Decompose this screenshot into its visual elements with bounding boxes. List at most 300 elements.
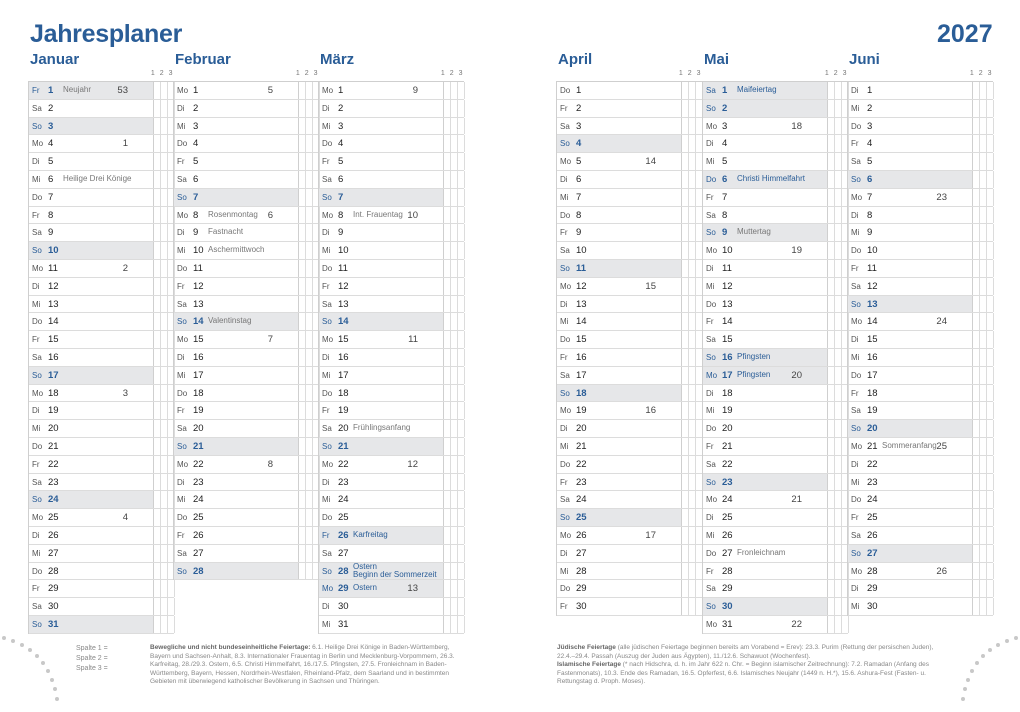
day-cell[interactable] <box>319 509 444 526</box>
day-cell[interactable] <box>703 171 828 188</box>
column-2-cell[interactable] <box>451 118 458 135</box>
day-row[interactable] <box>703 545 848 563</box>
column-2-cell[interactable] <box>835 598 842 615</box>
column-2-cell[interactable] <box>689 456 696 473</box>
column-3-cell[interactable] <box>987 527 994 544</box>
day-cell[interactable] <box>319 207 444 224</box>
column-1-cell[interactable] <box>299 260 306 277</box>
day-row[interactable] <box>703 224 848 242</box>
column-2-cell[interactable] <box>161 509 168 526</box>
day-row[interactable] <box>174 224 319 242</box>
column-2-cell[interactable] <box>835 438 842 455</box>
column-1-cell[interactable] <box>444 598 451 615</box>
column-1-cell[interactable] <box>828 260 835 277</box>
column-2-cell[interactable] <box>835 242 842 259</box>
column-2-cell[interactable] <box>835 420 842 437</box>
column-1-cell[interactable] <box>828 598 835 615</box>
column-1-cell[interactable] <box>299 509 306 526</box>
day-cell[interactable] <box>557 313 682 330</box>
column-1-cell[interactable] <box>973 278 980 295</box>
day-cell[interactable] <box>29 100 154 117</box>
column-1-cell[interactable] <box>444 296 451 313</box>
column-1-cell[interactable] <box>299 402 306 419</box>
column-2-cell[interactable] <box>689 189 696 206</box>
day-cell[interactable] <box>703 367 828 384</box>
day-cell[interactable] <box>848 118 973 135</box>
column-2-cell[interactable] <box>835 563 842 580</box>
day-cell[interactable] <box>174 189 299 206</box>
day-cell[interactable] <box>703 224 828 241</box>
column-1-cell[interactable] <box>299 331 306 348</box>
day-row[interactable] <box>319 331 464 349</box>
column-1-cell[interactable] <box>682 580 689 597</box>
day-cell[interactable] <box>848 278 973 295</box>
day-row[interactable] <box>703 313 848 331</box>
day-row[interactable] <box>174 313 319 331</box>
day-row[interactable] <box>29 598 174 616</box>
day-cell[interactable] <box>848 420 973 437</box>
column-1-cell[interactable] <box>682 598 689 615</box>
column-1-cell[interactable] <box>682 385 689 402</box>
day-row[interactable] <box>319 82 464 100</box>
day-cell[interactable] <box>29 224 154 241</box>
day-row[interactable] <box>557 189 702 207</box>
column-2-cell[interactable] <box>306 313 313 330</box>
day-row[interactable] <box>319 100 464 118</box>
column-1-cell[interactable] <box>828 189 835 206</box>
day-cell[interactable] <box>174 456 299 473</box>
column-2-cell[interactable] <box>306 331 313 348</box>
day-row[interactable] <box>29 331 174 349</box>
day-cell[interactable] <box>703 527 828 544</box>
column-1-cell[interactable] <box>682 349 689 366</box>
column-2-cell[interactable] <box>689 420 696 437</box>
day-row[interactable] <box>319 278 464 296</box>
day-row[interactable] <box>29 438 174 456</box>
column-1-cell[interactable] <box>828 616 835 633</box>
day-cell[interactable] <box>319 313 444 330</box>
column-1-cell[interactable] <box>154 580 161 597</box>
column-2-cell[interactable] <box>689 331 696 348</box>
column-1-cell[interactable] <box>682 438 689 455</box>
column-2-cell[interactable] <box>306 438 313 455</box>
column-3-cell[interactable] <box>987 438 994 455</box>
column-2-cell[interactable] <box>980 456 987 473</box>
day-cell[interactable] <box>848 367 973 384</box>
column-1-cell[interactable] <box>828 135 835 152</box>
column-3-cell[interactable] <box>458 100 465 117</box>
column-2-cell[interactable] <box>451 598 458 615</box>
column-1-cell[interactable] <box>299 118 306 135</box>
column-2-cell[interactable] <box>161 527 168 544</box>
column-2-cell[interactable] <box>980 189 987 206</box>
column-1-cell[interactable] <box>299 474 306 491</box>
day-cell[interactable] <box>319 402 444 419</box>
column-2-cell[interactable] <box>451 296 458 313</box>
column-2-cell[interactable] <box>451 278 458 295</box>
column-1-cell[interactable] <box>154 82 161 99</box>
column-1-cell[interactable] <box>444 349 451 366</box>
column-1-cell[interactable] <box>154 367 161 384</box>
column-2-cell[interactable] <box>306 563 313 580</box>
column-1-cell[interactable] <box>154 402 161 419</box>
column-1-cell[interactable] <box>682 82 689 99</box>
column-1-cell[interactable] <box>154 260 161 277</box>
column-2-cell[interactable] <box>306 224 313 241</box>
day-row[interactable] <box>848 474 993 492</box>
column-1-cell[interactable] <box>682 491 689 508</box>
day-row[interactable] <box>174 456 319 474</box>
column-2-cell[interactable] <box>161 118 168 135</box>
day-cell[interactable] <box>174 118 299 135</box>
column-3-cell[interactable] <box>458 580 465 597</box>
day-row[interactable] <box>29 385 174 403</box>
column-2-cell[interactable] <box>835 545 842 562</box>
day-cell[interactable] <box>703 598 828 615</box>
day-cell[interactable] <box>319 296 444 313</box>
day-cell[interactable] <box>174 313 299 330</box>
day-cell[interactable] <box>319 135 444 152</box>
day-cell[interactable] <box>557 509 682 526</box>
day-row[interactable] <box>848 189 993 207</box>
day-cell[interactable] <box>29 580 154 597</box>
day-row[interactable] <box>29 296 174 314</box>
day-cell[interactable] <box>174 349 299 366</box>
column-2-cell[interactable] <box>161 349 168 366</box>
day-cell[interactable] <box>319 242 444 259</box>
column-1-cell[interactable] <box>682 278 689 295</box>
day-row[interactable] <box>29 171 174 189</box>
day-cell[interactable] <box>174 171 299 188</box>
column-1-cell[interactable] <box>299 135 306 152</box>
day-cell[interactable] <box>319 260 444 277</box>
column-2-cell[interactable] <box>306 153 313 170</box>
day-cell[interactable] <box>848 456 973 473</box>
column-1-cell[interactable] <box>828 207 835 224</box>
column-1-cell[interactable] <box>828 474 835 491</box>
day-row[interactable] <box>319 349 464 367</box>
day-row[interactable] <box>703 260 848 278</box>
day-cell[interactable] <box>703 438 828 455</box>
day-row[interactable] <box>848 313 993 331</box>
column-2-cell[interactable] <box>689 171 696 188</box>
column-2-cell[interactable] <box>451 527 458 544</box>
column-3-cell[interactable] <box>987 474 994 491</box>
column-2-cell[interactable] <box>980 260 987 277</box>
day-row[interactable] <box>29 509 174 527</box>
day-row[interactable] <box>848 545 993 563</box>
column-3-cell[interactable] <box>458 82 465 99</box>
column-1-cell[interactable] <box>973 153 980 170</box>
column-2-cell[interactable] <box>980 491 987 508</box>
day-row[interactable] <box>848 420 993 438</box>
day-row[interactable] <box>174 153 319 171</box>
day-row[interactable] <box>319 420 464 438</box>
column-2-cell[interactable] <box>689 153 696 170</box>
column-2-cell[interactable] <box>161 456 168 473</box>
column-2-cell[interactable] <box>689 563 696 580</box>
day-cell[interactable] <box>703 349 828 366</box>
day-row[interactable] <box>703 118 848 136</box>
column-1-cell[interactable] <box>444 118 451 135</box>
column-2-cell[interactable] <box>306 100 313 117</box>
column-1-cell[interactable] <box>682 420 689 437</box>
column-2-cell[interactable] <box>306 135 313 152</box>
column-2-cell[interactable] <box>835 153 842 170</box>
column-1-cell[interactable] <box>828 420 835 437</box>
column-3-cell[interactable] <box>987 456 994 473</box>
column-2-cell[interactable] <box>835 402 842 419</box>
column-2-cell[interactable] <box>161 224 168 241</box>
column-1-cell[interactable] <box>682 367 689 384</box>
column-2-cell[interactable] <box>689 207 696 224</box>
column-1-cell[interactable] <box>299 456 306 473</box>
column-3-cell[interactable] <box>987 207 994 224</box>
day-cell[interactable] <box>557 563 682 580</box>
column-3-cell[interactable] <box>458 545 465 562</box>
day-cell[interactable] <box>29 402 154 419</box>
column-2-cell[interactable] <box>161 420 168 437</box>
day-row[interactable] <box>557 385 702 403</box>
column-1-cell[interactable] <box>444 580 451 597</box>
day-cell[interactable] <box>848 527 973 544</box>
day-cell[interactable] <box>557 580 682 597</box>
column-2-cell[interactable] <box>161 402 168 419</box>
day-cell[interactable] <box>703 420 828 437</box>
column-3-cell[interactable] <box>987 189 994 206</box>
day-row[interactable] <box>319 598 464 616</box>
column-2-cell[interactable] <box>980 527 987 544</box>
column-1-cell[interactable] <box>299 224 306 241</box>
day-cell[interactable] <box>848 135 973 152</box>
day-row[interactable] <box>703 580 848 598</box>
column-1-cell[interactable] <box>299 207 306 224</box>
column-1-cell[interactable] <box>973 189 980 206</box>
day-cell[interactable] <box>174 527 299 544</box>
column-2-cell[interactable] <box>161 580 168 597</box>
day-cell[interactable] <box>319 385 444 402</box>
day-cell[interactable] <box>557 474 682 491</box>
column-1-cell[interactable] <box>154 153 161 170</box>
column-2-cell[interactable] <box>451 474 458 491</box>
column-1-cell[interactable] <box>444 456 451 473</box>
column-2-cell[interactable] <box>306 367 313 384</box>
day-cell[interactable] <box>319 278 444 295</box>
day-row[interactable] <box>703 385 848 403</box>
day-cell[interactable] <box>557 135 682 152</box>
day-cell[interactable] <box>557 82 682 99</box>
column-3-cell[interactable] <box>458 367 465 384</box>
column-1-cell[interactable] <box>299 491 306 508</box>
column-2-cell[interactable] <box>835 82 842 99</box>
day-cell[interactable] <box>29 563 154 580</box>
day-cell[interactable] <box>703 207 828 224</box>
column-2-cell[interactable] <box>306 474 313 491</box>
column-1-cell[interactable] <box>682 118 689 135</box>
column-1-cell[interactable] <box>299 278 306 295</box>
day-row[interactable] <box>703 438 848 456</box>
day-row[interactable] <box>29 189 174 207</box>
day-row[interactable] <box>557 491 702 509</box>
day-cell[interactable] <box>848 153 973 170</box>
column-3-cell[interactable] <box>987 385 994 402</box>
column-2-cell[interactable] <box>689 367 696 384</box>
column-2-cell[interactable] <box>306 509 313 526</box>
day-cell[interactable] <box>319 420 444 437</box>
day-row[interactable] <box>557 224 702 242</box>
column-2-cell[interactable] <box>161 171 168 188</box>
column-2-cell[interactable] <box>980 580 987 597</box>
column-2-cell[interactable] <box>306 82 313 99</box>
column-1-cell[interactable] <box>682 296 689 313</box>
column-2-cell[interactable] <box>980 367 987 384</box>
day-row[interactable] <box>703 189 848 207</box>
column-3-cell[interactable] <box>458 171 465 188</box>
day-row[interactable] <box>29 616 174 634</box>
day-cell[interactable] <box>174 402 299 419</box>
day-row[interactable] <box>557 402 702 420</box>
column-1-cell[interactable] <box>682 456 689 473</box>
column-1-cell[interactable] <box>154 385 161 402</box>
column-1-cell[interactable] <box>154 207 161 224</box>
column-1-cell[interactable] <box>154 545 161 562</box>
day-row[interactable] <box>848 296 993 314</box>
day-cell[interactable] <box>848 260 973 277</box>
day-row[interactable] <box>703 171 848 189</box>
column-1-cell[interactable] <box>154 563 161 580</box>
day-cell[interactable] <box>848 474 973 491</box>
day-row[interactable] <box>703 367 848 385</box>
day-row[interactable] <box>703 278 848 296</box>
column-3-cell[interactable] <box>987 171 994 188</box>
day-row[interactable] <box>703 331 848 349</box>
day-row[interactable] <box>319 385 464 403</box>
column-2-cell[interactable] <box>306 385 313 402</box>
column-2-cell[interactable] <box>306 456 313 473</box>
column-2-cell[interactable] <box>980 349 987 366</box>
day-row[interactable] <box>174 100 319 118</box>
column-1-cell[interactable] <box>682 171 689 188</box>
column-2-cell[interactable] <box>689 278 696 295</box>
column-1-cell[interactable] <box>973 349 980 366</box>
column-1-cell[interactable] <box>444 153 451 170</box>
column-2-cell[interactable] <box>980 82 987 99</box>
day-row[interactable] <box>319 456 464 474</box>
column-1-cell[interactable] <box>682 224 689 241</box>
column-2-cell[interactable] <box>451 545 458 562</box>
column-3-cell[interactable] <box>458 153 465 170</box>
column-2-cell[interactable] <box>306 349 313 366</box>
column-1-cell[interactable] <box>828 385 835 402</box>
column-1-cell[interactable] <box>682 100 689 117</box>
column-3-cell[interactable] <box>458 385 465 402</box>
day-cell[interactable] <box>174 260 299 277</box>
day-cell[interactable] <box>848 545 973 562</box>
day-row[interactable] <box>703 82 848 100</box>
day-cell[interactable] <box>557 491 682 508</box>
column-2-cell[interactable] <box>980 224 987 241</box>
day-cell[interactable] <box>29 438 154 455</box>
day-cell[interactable] <box>319 580 444 597</box>
day-row[interactable] <box>174 438 319 456</box>
column-2-cell[interactable] <box>835 207 842 224</box>
column-3-cell[interactable] <box>458 313 465 330</box>
day-cell[interactable] <box>174 100 299 117</box>
column-1-cell[interactable] <box>154 438 161 455</box>
day-cell[interactable] <box>848 580 973 597</box>
column-1-cell[interactable] <box>444 438 451 455</box>
day-row[interactable] <box>29 527 174 545</box>
column-1-cell[interactable] <box>828 438 835 455</box>
day-row[interactable] <box>848 438 993 456</box>
column-1-cell[interactable] <box>973 296 980 313</box>
column-1-cell[interactable] <box>973 598 980 615</box>
day-cell[interactable] <box>174 242 299 259</box>
column-1-cell[interactable] <box>444 171 451 188</box>
day-cell[interactable] <box>557 207 682 224</box>
day-cell[interactable] <box>319 171 444 188</box>
day-row[interactable] <box>29 100 174 118</box>
day-row[interactable] <box>848 82 993 100</box>
day-row[interactable] <box>29 224 174 242</box>
day-cell[interactable] <box>848 171 973 188</box>
day-row[interactable] <box>174 563 319 581</box>
day-cell[interactable] <box>174 509 299 526</box>
column-3-cell[interactable] <box>458 402 465 419</box>
day-row[interactable] <box>29 420 174 438</box>
column-1-cell[interactable] <box>828 153 835 170</box>
day-cell[interactable] <box>174 135 299 152</box>
column-2-cell[interactable] <box>835 135 842 152</box>
day-row[interactable] <box>29 153 174 171</box>
column-2-cell[interactable] <box>835 118 842 135</box>
column-1-cell[interactable] <box>682 545 689 562</box>
column-1-cell[interactable] <box>828 82 835 99</box>
column-1-cell[interactable] <box>154 224 161 241</box>
day-row[interactable] <box>557 349 702 367</box>
column-1-cell[interactable] <box>299 153 306 170</box>
column-1-cell[interactable] <box>154 616 161 633</box>
day-cell[interactable] <box>174 207 299 224</box>
column-3-cell[interactable] <box>458 438 465 455</box>
day-row[interactable] <box>29 474 174 492</box>
day-cell[interactable] <box>174 438 299 455</box>
column-1-cell[interactable] <box>299 242 306 259</box>
day-row[interactable] <box>557 296 702 314</box>
day-cell[interactable] <box>29 491 154 508</box>
day-cell[interactable] <box>174 331 299 348</box>
day-cell[interactable] <box>319 545 444 562</box>
day-cell[interactable] <box>174 545 299 562</box>
day-cell[interactable] <box>29 545 154 562</box>
column-2-cell[interactable] <box>306 260 313 277</box>
column-1-cell[interactable] <box>973 224 980 241</box>
column-2-cell[interactable] <box>835 385 842 402</box>
day-row[interactable] <box>557 313 702 331</box>
day-row[interactable] <box>848 491 993 509</box>
column-2-cell[interactable] <box>161 278 168 295</box>
day-row[interactable] <box>557 563 702 581</box>
day-cell[interactable] <box>29 509 154 526</box>
column-2-cell[interactable] <box>835 527 842 544</box>
column-1-cell[interactable] <box>973 331 980 348</box>
column-2-cell[interactable] <box>306 527 313 544</box>
column-3-cell[interactable] <box>458 224 465 241</box>
column-1-cell[interactable] <box>828 509 835 526</box>
column-1-cell[interactable] <box>444 207 451 224</box>
day-row[interactable] <box>319 171 464 189</box>
day-row[interactable] <box>319 616 464 634</box>
